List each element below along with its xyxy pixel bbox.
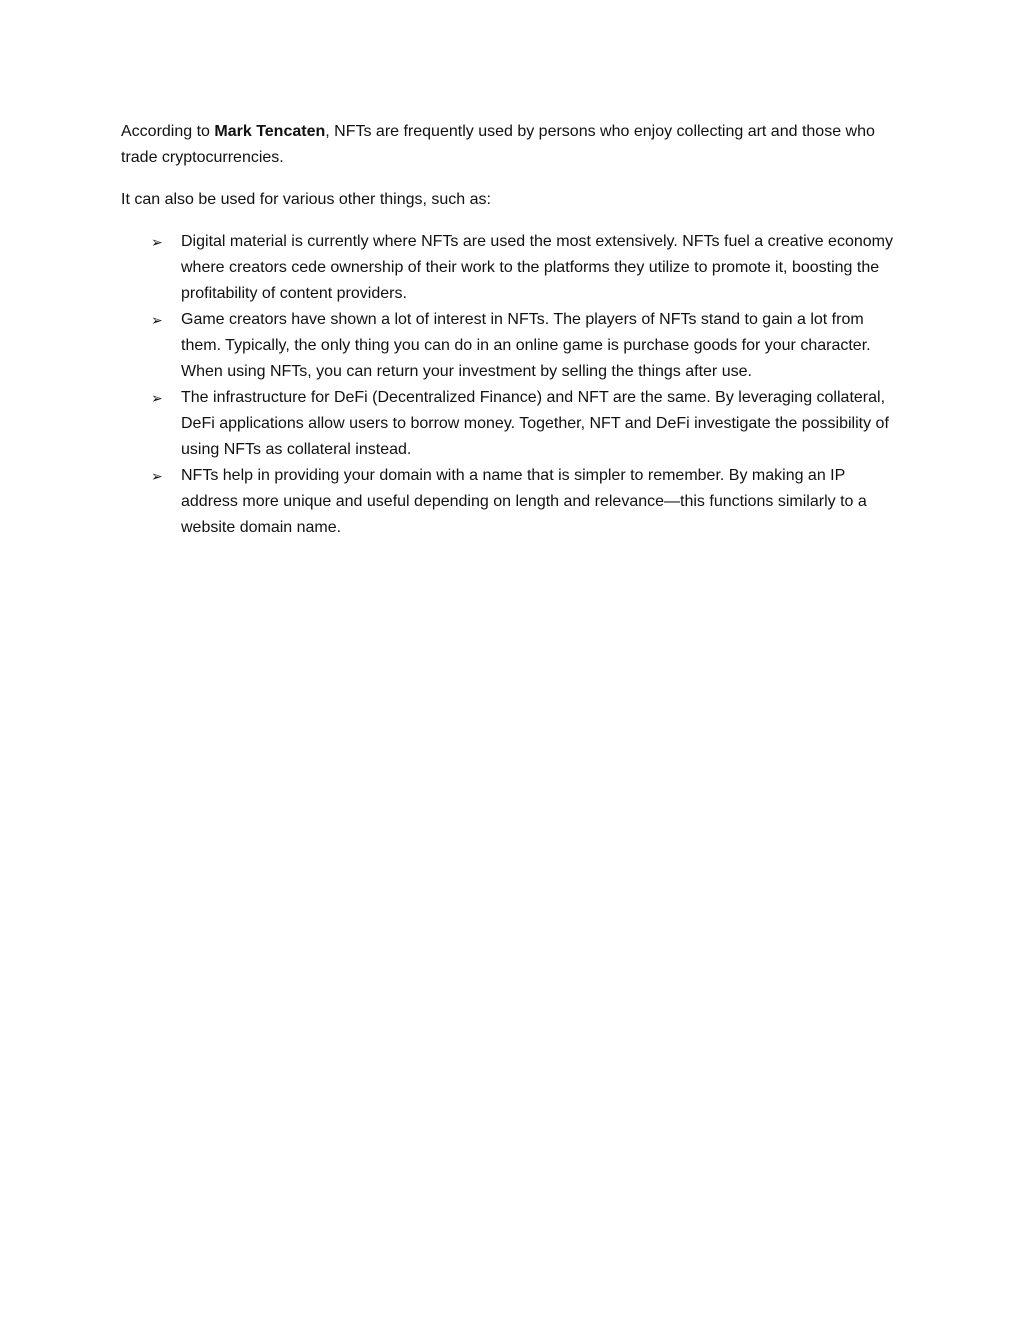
uses-list [121, 229, 901, 541]
list-item [121, 307, 901, 385]
list-item-text: Game creators have shown a lot of interest in NFTs. The players of NFTs stand to gain a lot from them. Typically, the only thing you can do in an online game is purchase goods for your character. When using NFTs, you can return your investment by selling the things after use. [181, 311, 871, 380]
intro-suffix: , NFTs are frequently used by persons who enjoy collecting art and those who trade cryptocurrencies. [121, 123, 875, 166]
list-item [121, 385, 901, 463]
lead-in-paragraph: It can also be used for various other things, such as: [121, 191, 491, 208]
intro-paragraph [121, 119, 901, 171]
list-item [121, 463, 901, 541]
list-item-text: Digital material is currently where NFTs are used the most extensively. NFTs fuel a creative economy where creators cede ownership of their work to the platforms they utilize to promote it, boosting the profitability of content providers. [181, 233, 893, 302]
document-page [121, 119, 901, 541]
arrow-bullet-icon: ➢ [151, 468, 163, 484]
arrow-bullet-icon: ➢ [151, 312, 163, 328]
list-item-text: The infrastructure for DeFi (Decentralized Finance) and NFT are the same. By leveraging collateral, DeFi applications allow users to borrow money. Together, NFT and DeFi investigate the possibility of using NFTs as collateral instead. [181, 389, 889, 458]
arrow-bullet-icon: ➢ [151, 234, 163, 250]
author-name: Mark Tencaten [214, 123, 326, 140]
list-item [121, 229, 901, 307]
arrow-bullet-icon: ➢ [151, 390, 163, 406]
list-item-text: NFTs help in providing your domain with a name that is simpler to remember. By making an IP address more unique and useful depending on length and relevance—this functions similarly to a website domain name. [181, 467, 867, 536]
intro-prefix: According to [121, 123, 215, 140]
